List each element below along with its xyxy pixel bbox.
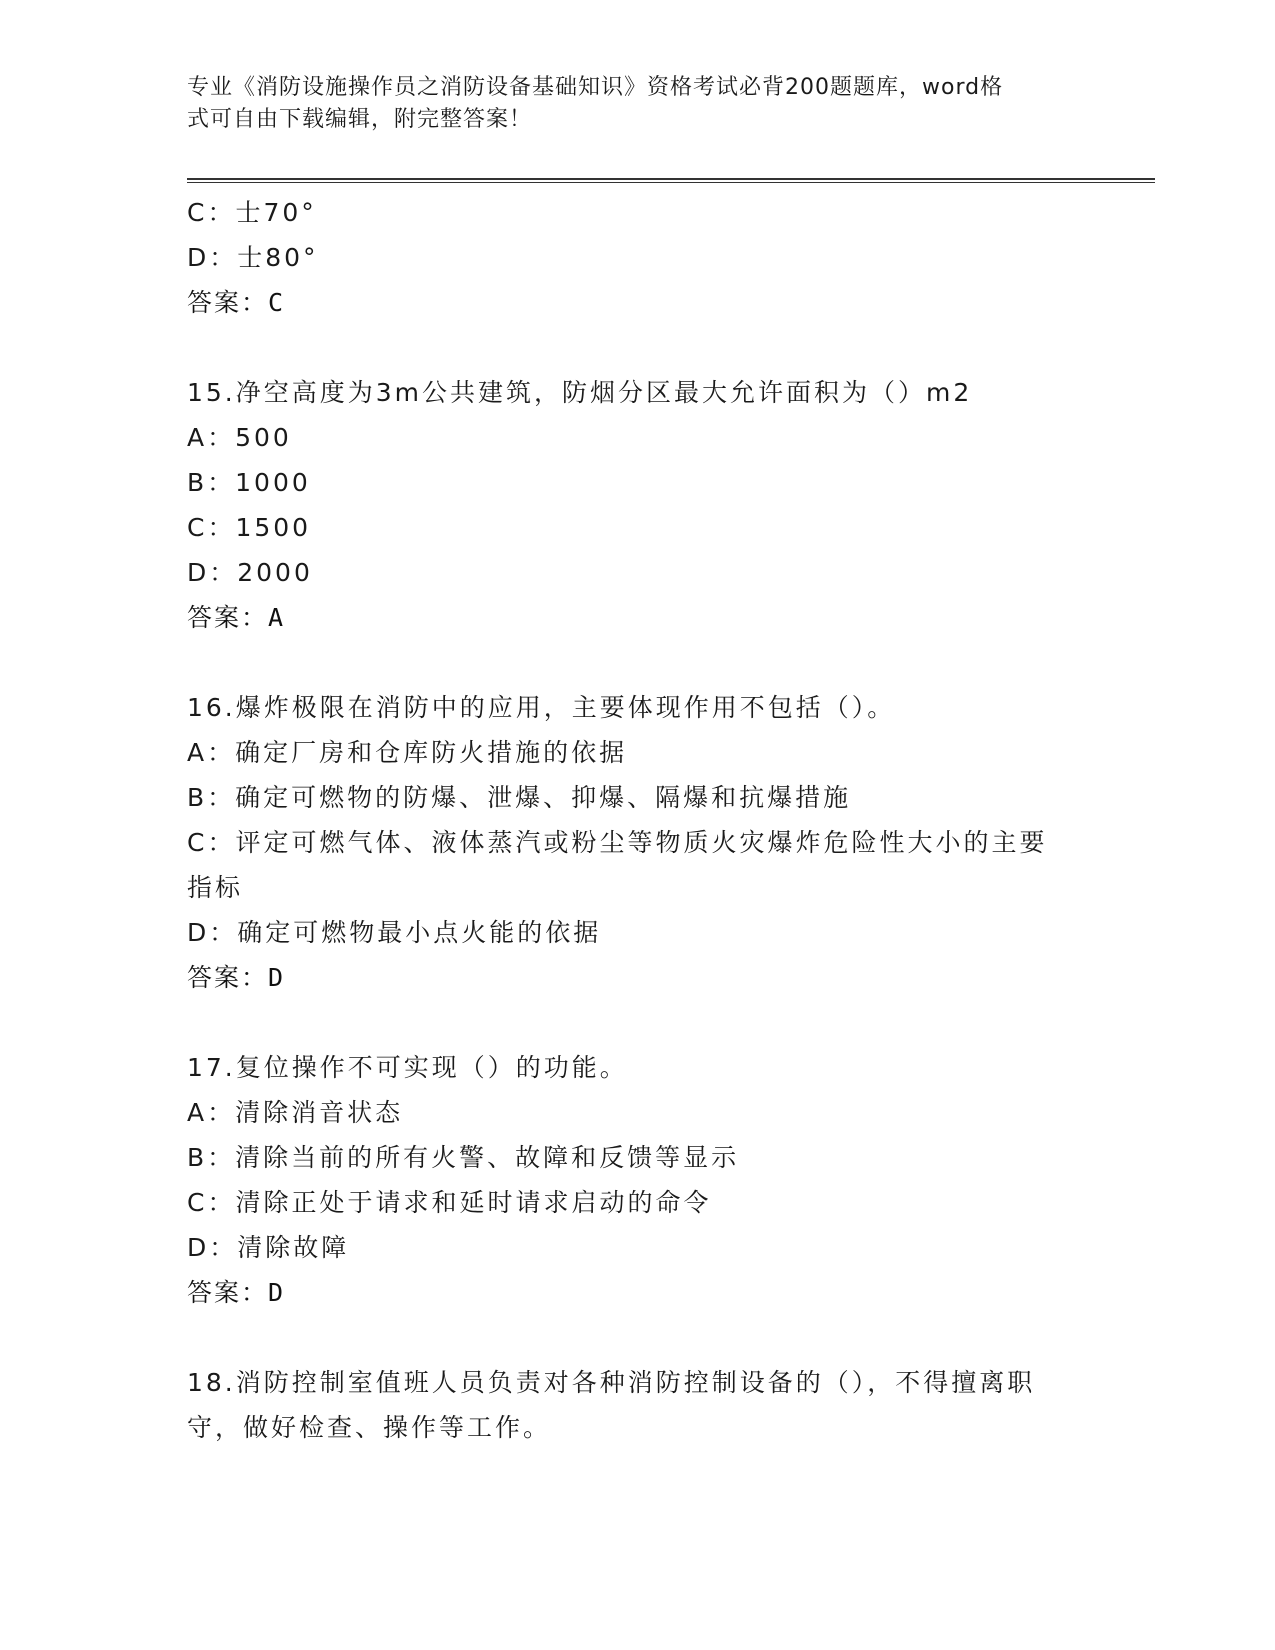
spacer [187, 325, 1087, 370]
answer-line [187, 955, 1087, 1000]
answer-label: 答案： [187, 963, 269, 992]
header-divider [187, 178, 1155, 183]
question-text: 15.净空高度为3m公共建筑，防烟分区最大允许面积为（）m2 [187, 378, 973, 407]
question-16 [187, 685, 1087, 1000]
option-a: A：清除消音状态 [187, 1098, 404, 1127]
answer-line [187, 1270, 1087, 1315]
question-15 [187, 370, 1087, 640]
answer-label: 答案： [187, 603, 269, 632]
question-list [187, 190, 1087, 1450]
question-17 [187, 1045, 1087, 1315]
answer-value: C [268, 288, 286, 317]
question-text: 17.复位操作不可实现（）的功能。 [187, 1053, 628, 1082]
option-c: C：1500 [187, 513, 312, 542]
answer-value: D [268, 1278, 286, 1307]
answer-line [187, 595, 1087, 640]
question-text: 18.消防控制室值班人员负责对各种消防控制设备的（），不得擅离职 [187, 1368, 1036, 1397]
answer-value: D [268, 963, 286, 992]
header-line-2: 式可自由下载编辑，附完整答案！ [187, 107, 533, 132]
question-text: 16.爆炸极限在消防中的应用，主要体现作用不包括（）。 [187, 693, 896, 722]
answer-line [187, 280, 1087, 325]
spacer [187, 1315, 1087, 1360]
question-14-continued [187, 190, 1087, 325]
answer-value: A [268, 603, 286, 632]
header-line-1: 专业《消防设施操作员之消防设备基础知识》资格考试必背200题题库，word格 [187, 75, 1004, 100]
option-d: D：士80° [187, 243, 319, 272]
option-a: A：500 [187, 423, 292, 452]
option-d: D：2000 [187, 558, 313, 587]
question-18 [187, 1360, 1087, 1450]
question-text-continued: 守，做好检查、操作等工作。 [187, 1413, 552, 1442]
spacer [187, 1000, 1087, 1045]
option-b: B：清除当前的所有火警、故障和反馈等显示 [187, 1143, 740, 1172]
option-c: C：评定可燃气体、液体蒸汽或粉尘等物质火灾爆炸危险性大小的主要 [187, 828, 1048, 857]
document-header [187, 72, 1087, 136]
option-b: B：确定可燃物的防爆、泄爆、抑爆、隔爆和抗爆措施 [187, 783, 852, 812]
option-b: B：1000 [187, 468, 311, 497]
option-d: D：清除故障 [187, 1233, 350, 1262]
option-d: D：确定可燃物最小点火能的依据 [187, 918, 602, 947]
spacer [187, 640, 1087, 685]
option-c: C：清除正处于请求和延时请求启动的命令 [187, 1188, 712, 1217]
option-c: C：士70° [187, 198, 317, 227]
option-a: A：确定厂房和仓库防火措施的依据 [187, 738, 628, 767]
option-c-continued: 指标 [187, 873, 244, 902]
answer-label: 答案： [187, 288, 269, 317]
answer-label: 答案： [187, 1278, 269, 1307]
